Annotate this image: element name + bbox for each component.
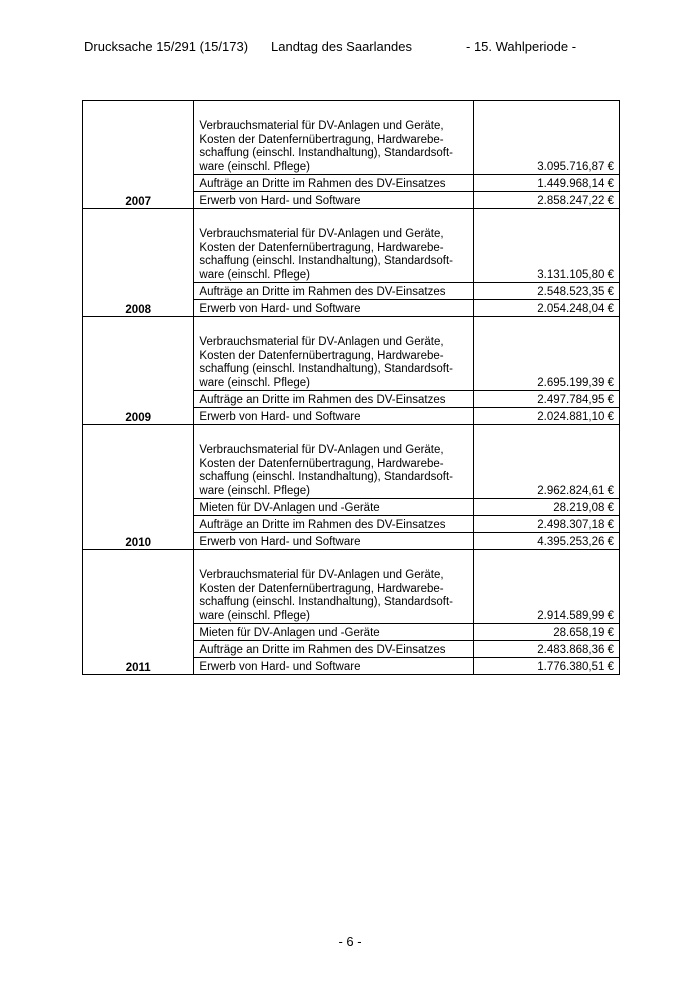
amount-cell: 2.024.881,10 €: [474, 408, 620, 425]
amount-cell: 28.219,08 €: [474, 499, 620, 516]
amount-cell: 2.858.247,22 €: [474, 192, 620, 209]
description-cell: Verbrauchsmaterial für DV-Anlagen und Geräte, Kosten der Datenfernübertragung, Hardwarebe-schaffung (einschl. Instandhaltung), Standardsoft-ware (einschl. Pflege): [194, 317, 474, 391]
amount-cell: 2.695.199,39 €: [474, 317, 620, 391]
description-cell: Verbrauchsmaterial für DV-Anlagen und Geräte, Kosten der Datenfernübertragung, Hardwarebe-schaffung (einschl. Instandhaltung), Standardsoft-ware (einschl. Pflege): [194, 209, 474, 283]
amount-cell: 2.483.868,36 €: [474, 641, 620, 658]
amount-cell: 3.131.105,80 €: [474, 209, 620, 283]
description-cell: Verbrauchsmaterial für DV-Anlagen und Geräte, Kosten der Datenfernübertragung, Hardwarebe-schaffung (einschl. Instandhaltung), Standardsoft-ware (einschl. Pflege): [194, 101, 474, 175]
description-cell: Erwerb von Hard- und Software: [194, 658, 474, 675]
amount-cell: 2.914.589,99 €: [474, 550, 620, 624]
table-row: [83, 101, 620, 175]
amount-cell: 1.449.968,14 €: [474, 175, 620, 192]
year-cell: 2011: [83, 550, 194, 675]
year-cell: 2010: [83, 425, 194, 550]
table-row: [83, 209, 620, 283]
table-row: [83, 550, 620, 624]
amount-cell: 2.497.784,95 €: [474, 391, 620, 408]
parliament-name: Landtag des Saarlandes: [271, 39, 412, 54]
description-cell: Verbrauchsmaterial für DV-Anlagen und Geräte, Kosten der Datenfernübertragung, Hardwarebe-schaffung (einschl. Instandhaltung), Standardsoft-ware (einschl. Pflege): [194, 425, 474, 499]
description-cell: Aufträge an Dritte im Rahmen des DV-Einsatzes: [194, 516, 474, 533]
amount-cell: 2.962.824,61 €: [474, 425, 620, 499]
description-cell: Erwerb von Hard- und Software: [194, 192, 474, 209]
year-cell: 2009: [83, 317, 194, 425]
document-number: Drucksache 15/291 (15/173): [84, 39, 249, 54]
expenditure-table: [82, 100, 620, 675]
year-cell: 2007: [83, 101, 194, 209]
description-cell: Aufträge an Dritte im Rahmen des DV-Einsatzes: [194, 175, 474, 192]
year-cell: 2008: [83, 209, 194, 317]
table-row: [83, 317, 620, 391]
page-number: - 6 -: [338, 934, 362, 949]
description-cell: Aufträge an Dritte im Rahmen des DV-Einsatzes: [194, 283, 474, 300]
description-cell: Erwerb von Hard- und Software: [194, 533, 474, 550]
description-cell: Aufträge an Dritte im Rahmen des DV-Einsatzes: [194, 391, 474, 408]
amount-cell: 2.054.248,04 €: [474, 300, 620, 317]
description-cell: Mieten für DV-Anlagen und -Geräte: [194, 624, 474, 641]
amount-cell: 28.658,19 €: [474, 624, 620, 641]
amount-cell: 2.548.523,35 €: [474, 283, 620, 300]
amount-cell: 4.395.253,26 €: [474, 533, 620, 550]
page-header: [84, 38, 580, 56]
legislative-period: - 15. Wahlperiode -: [466, 39, 577, 54]
amount-cell: 3.095.716,87 €: [474, 101, 620, 175]
description-cell: Aufträge an Dritte im Rahmen des DV-Einsatzes: [194, 641, 474, 658]
description-cell: Erwerb von Hard- und Software: [194, 408, 474, 425]
description-cell: Mieten für DV-Anlagen und -Geräte: [194, 499, 474, 516]
description-cell: Verbrauchsmaterial für DV-Anlagen und Geräte, Kosten der Datenfernübertragung, Hardwarebe-schaffung (einschl. Instandhaltung), Standardsoft-ware (einschl. Pflege): [194, 550, 474, 624]
amount-cell: 1.776.380,51 €: [474, 658, 620, 675]
description-cell: Erwerb von Hard- und Software: [194, 300, 474, 317]
amount-cell: 2.498.307,18 €: [474, 516, 620, 533]
table-row: [83, 425, 620, 499]
